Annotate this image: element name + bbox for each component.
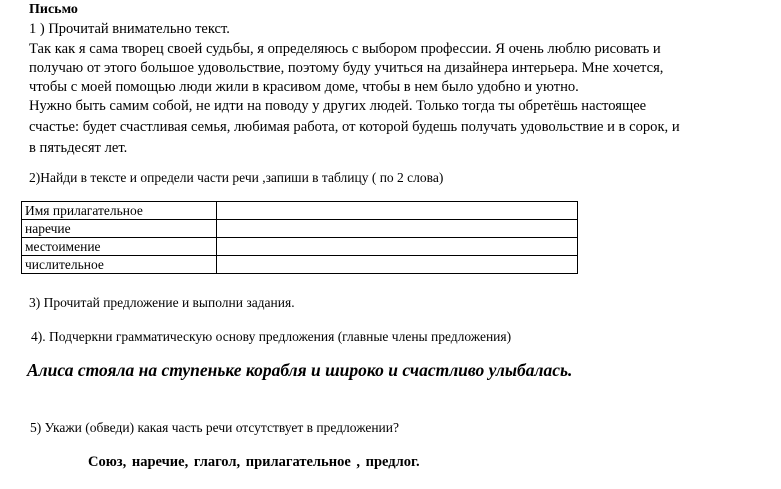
- document-title: Письмо: [29, 2, 78, 17]
- parts-of-speech-table: [21, 201, 578, 274]
- table-cell-answer[interactable]: [217, 202, 578, 220]
- text-line: Так как я сама творец своей судьбы, я определяюсь с выбором профессии. Я очень люблю рисовать и: [29, 41, 661, 57]
- task4-heading: 4). Подчеркни грамматическую основу предложения (главные члены предложения): [31, 329, 512, 344]
- table-row: [22, 238, 578, 256]
- table-row: [22, 202, 578, 220]
- table-row: [22, 256, 578, 274]
- task1-heading: 1 ) Прочитай внимательно текст.: [29, 21, 230, 37]
- table-cell-label: числительное: [22, 256, 217, 274]
- table-row: [22, 220, 578, 238]
- task2-heading: 2)Найди в тексте и определи части речи ,запиши в таблицу ( по 2 слова): [29, 170, 444, 185]
- text-line: получаю от этого большое удовольствие, поэтому буду учиться на дизайнера интерьера. Мне хочется,: [29, 60, 664, 76]
- task3-heading: 3) Прочитай предложение и выполни задания.: [29, 295, 295, 310]
- text-line: чтобы с моей помощью люди жили в красивом доме, чтобы в нем было удобно и уютно.: [29, 79, 579, 95]
- example-sentence: Алиса стояла на ступеньке корабля и широко и счастливо улыбалась.: [27, 360, 573, 380]
- table-cell-label: Имя прилагательное: [22, 202, 217, 220]
- text-line: счастье: будет счастливая семья, любимая работа, от которой будешь получать удовольствие и в сорок, и: [29, 119, 680, 135]
- table-cell-answer[interactable]: [217, 220, 578, 238]
- text-line: Нужно быть самим собой, не идти на поводу у других людей. Только тогда ты обретёшь настоящее: [29, 98, 647, 114]
- reading-text: [29, 40, 680, 158]
- task5-heading: 5) Укажи (обведи) какая часть речи отсутствует в предложении?: [30, 420, 400, 435]
- table-cell-answer[interactable]: [217, 256, 578, 274]
- answer-options: Союз, наречие, глагол, прилагательное , предлог.: [88, 454, 420, 470]
- table-cell-label: наречие: [22, 220, 217, 238]
- table-cell-answer[interactable]: [217, 238, 578, 256]
- text-line: в пятьдесят лет.: [29, 140, 128, 156]
- table-cell-label: местоимение: [22, 238, 217, 256]
